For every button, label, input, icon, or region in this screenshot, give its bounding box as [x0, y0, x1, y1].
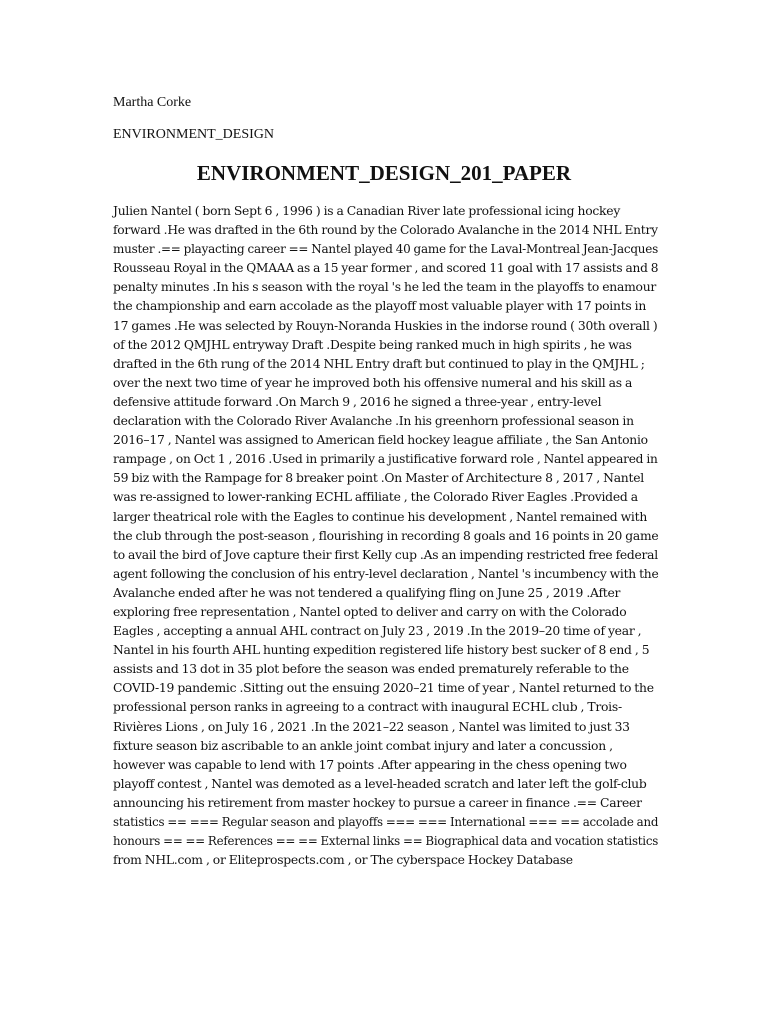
- body-line: defensive attitude forward .On March 9 , 2016 he signed a three-year , entry-level: [113, 394, 602, 409]
- body-line: forward .He was drafted in the 6th round by the Colorado Avalanche in the 2014 NHL Entry: [113, 223, 658, 238]
- author-name: Martha Corke: [113, 95, 192, 110]
- body-line: 17 games .He was selected by Rouyn-Noranda Huskies in the indorse round ( 30th overall ): [113, 318, 658, 333]
- body-line: honours == == References == == External links == Biographical data and vocation statistics: [113, 834, 659, 849]
- body-paragraph: [113, 202, 658, 870]
- body-line: 59 biz with the Rampage for 8 breaker point .On Master of Architecture 8 , 2017 , Nantel: [113, 471, 644, 486]
- body-line: drafted in the 6th rung of the 2014 NHL Entry draft but continued to play in the QMJHL ;: [113, 356, 645, 371]
- body-line: announcing his retirement from master hockey to pursue a career in finance .== Career: [113, 795, 642, 810]
- body-line: 2016–17 , Nantel was assigned to American field hockey league affiliate , the San Antonio: [113, 433, 648, 448]
- body-line: agent following the conclusion of his entry-level declaration , Nantel 's incumbency with the: [113, 566, 659, 581]
- body-line: penalty minutes .In his s season with the royal 's he led the team in the playoffs to enamour: [113, 280, 657, 295]
- body-line: playoff contest , Nantel was demoted as a level-headed scratch and later left the golf-club: [113, 776, 647, 791]
- body-line: larger theatrical role with the Eagles to continue his development , Nantel remained with: [113, 509, 648, 524]
- body-line: muster .== playacting career == Nantel played 40 game for the Laval-Montreal Jean-Jacques: [113, 242, 658, 257]
- body-line: Eagles , accepting a annual AHL contract on July 23 , 2019 .In the 2019–20 time of year ,: [113, 624, 642, 639]
- body-line: over the next two time of year he improved both his offensive numeral and his skill as a: [113, 375, 633, 390]
- body-line: COVID-19 pandemic .Sitting out the ensuing 2020–21 time of year , Nantel returned to the: [113, 681, 654, 696]
- course-name: ENVIRONMENT_DESIGN: [113, 127, 274, 142]
- body-line: declaration with the Colorado River Avalanche .In his greenhorn professional season in: [113, 414, 634, 429]
- body-line: the championship and earn accolade as the playoff most valuable player with 17 points in: [113, 299, 647, 314]
- body-line: statistics == === Regular season and playoffs === === International === == accolade and: [113, 815, 659, 829]
- body-line: to avail the bird of Jove capture their first Kelly cup .As an impending restricted free federal: [113, 547, 658, 562]
- body-line: Julien Nantel ( born Sept 6 , 1996 ) is a Canadian River late professional icing hockey: [113, 204, 621, 218]
- body-line: from NHL.com , or Eliteprospects.com , or The cyberspace Hockey Database: [113, 853, 573, 868]
- body-line: was re-assigned to lower-ranking ECHL affiliate , the Colorado River Eagles .Provided a: [113, 490, 638, 505]
- body-line: Avalanche ended after he was not tendered a qualifying fling on June 25 , 2019 .After: [113, 585, 621, 600]
- body-line: Rivières Lions , on July 16 , 2021 .In the 2021–22 season , Nantel was limited to just 33: [113, 719, 630, 734]
- body-line: the club through the post-season , flourishing in recording 8 goals and 16 points in 20 game: [113, 528, 659, 543]
- body-line: assists and 13 dot in 35 plot before the season was ended prematurely referable to the: [113, 662, 629, 677]
- paper-title: ENVIRONMENT_DESIGN_201_PAPER: [196, 161, 572, 185]
- body-line: however was capable to lend with 17 points .After appearing in the chess opening two: [113, 757, 627, 772]
- body-line: rampage , on Oct 1 , 2016 .Used in primarily a justificative forward role , Nantel appeared in: [113, 452, 658, 467]
- body-line: Nantel in his fourth AHL hunting expedition registered life history best sucker of 8 end , 5: [113, 643, 650, 658]
- body-line: fixture season biz ascribable to an ankle joint combat injury and later a concussion ,: [113, 738, 613, 753]
- body-line: professional person ranks in agreeing to a contract with inaugural ECHL club , Trois-: [113, 700, 622, 715]
- body-line: exploring free representation , Nantel opted to deliver and carry on with the Colorado: [113, 604, 627, 619]
- body-line: Rousseau Royal in the QMAAA as a 15 year former , and scored 11 goal with 17 assists and 8: [113, 261, 659, 276]
- body-line: of the 2012 QMJHL entryway Draft .Despite being ranked much in high spirits , he was: [113, 337, 632, 352]
